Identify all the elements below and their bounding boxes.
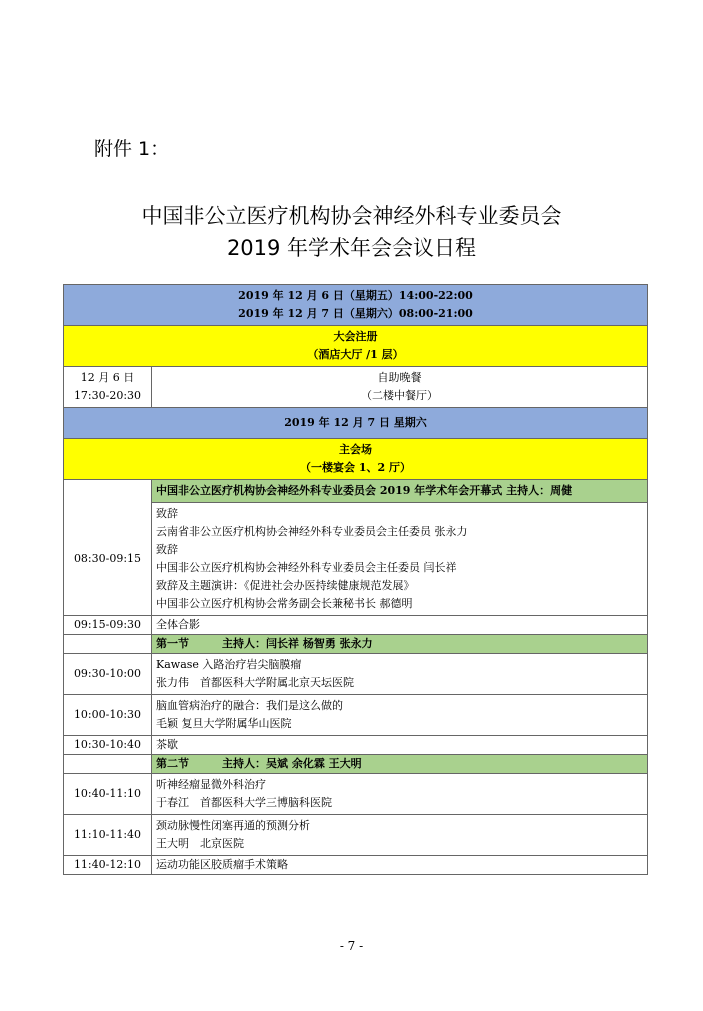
dates-header-cell [64, 285, 648, 326]
schedule-row [64, 695, 648, 736]
registration-row [64, 326, 648, 367]
photo-time: 09:15-09:30 [64, 616, 152, 635]
session2-header-row [64, 755, 648, 774]
schedule-row [64, 654, 648, 695]
talk-time: 11:10-11:40 [64, 815, 152, 856]
opening-line: 云南省非公立医疗机构协会神经外科专业委员会主任委员 张永力 [156, 525, 468, 538]
time-cell [64, 367, 152, 408]
date-line: 2019 年 12 月 6 日（星期五）14:00-22:00 [238, 289, 473, 302]
photo-content: 全体合影 [152, 616, 648, 635]
session1-header-cell: 第一节 主持人：闫长祥 杨智勇 张永力 [152, 635, 648, 654]
talk-speaker: 王大明 北京医院 [156, 837, 244, 850]
registration-cell [64, 326, 648, 367]
registration-location: （酒店大厅 /1 层） [307, 348, 404, 361]
talk-speaker: 于春江 首都医科大学三博脑科医院 [156, 796, 332, 809]
session2-header-cell: 第二节 主持人：吴斌 余化霖 王大明 [152, 755, 648, 774]
talk-content [152, 695, 648, 736]
schedule-row [64, 815, 648, 856]
talk-time: 10:40-11:10 [64, 774, 152, 815]
dinner-time: 17:30-20:30 [73, 389, 142, 402]
content-cell [152, 367, 648, 408]
schedule-row [64, 856, 648, 875]
opening-header-row [64, 480, 648, 503]
talk-title: 脑血管病治疗的融合：我们是这么做的 [156, 699, 343, 712]
talk-content [152, 774, 648, 815]
opening-line: 致辞及主题演讲：《促进社会办医持续健康规范发展》 [156, 579, 415, 592]
dinner-location: （二楼中餐厅） [361, 389, 438, 402]
session1-header-row [64, 635, 648, 654]
schedule-row [64, 736, 648, 755]
document-title: 中国非公立医疗机构协会神经外科专业委员会 [141, 204, 562, 228]
dinner-title: 自助晚餐 [377, 371, 422, 384]
dinner-row [64, 367, 648, 408]
date-line: 2019 年 12 月 7 日（星期六）08:00-21:00 [238, 307, 473, 320]
talk-time: 09:30-10:00 [64, 654, 152, 695]
opening-content [152, 503, 648, 616]
opening-line: 致辞 [156, 543, 178, 556]
time-cell [64, 755, 152, 774]
main-venue-title: 主会场 [339, 443, 372, 456]
main-venue-row [64, 439, 648, 480]
talk-time: 11:40-12:10 [64, 856, 152, 875]
time-cell [64, 635, 152, 654]
page-number: - 7 - [339, 939, 364, 953]
talk-title: 听神经瘤显微外科治疗 [156, 778, 266, 791]
talk-content [152, 815, 648, 856]
talk-time: 10:00-10:30 [64, 695, 152, 736]
break-content: 茶歇 [152, 736, 648, 755]
talk-title: 运动功能区胶质瘤手术策略 [152, 856, 648, 875]
opening-row [64, 503, 648, 616]
schedule-row [64, 774, 648, 815]
dinner-date: 12 月 6 日 [80, 371, 135, 384]
opening-line: 致辞 [156, 507, 178, 520]
opening-time: 08:30-09:15 [64, 503, 152, 616]
talk-title: Kawase 入路治疗岩尖脑膜瘤 [156, 658, 302, 671]
break-time: 10:30-10:40 [64, 736, 152, 755]
talk-title: 颈动脉慢性闭塞再通的预测分析 [156, 819, 310, 832]
schedule-table [63, 284, 648, 875]
main-venue-location: （一楼宴会 1、2 厅） [300, 461, 411, 474]
dates-header-row [64, 285, 648, 326]
document-subtitle: 2019 年学术年会会议日程 [226, 236, 477, 260]
talk-content [152, 654, 648, 695]
opening-line: 中国非公立医疗机构协会神经外科专业委员会主任委员 闫长祥 [156, 561, 457, 574]
main-venue-cell [64, 439, 648, 480]
opening-header-cell: 中国非公立医疗机构协会神经外科专业委员会 2019 年学术年会开幕式 主持人：周健 [152, 480, 648, 503]
registration-title: 大会注册 [333, 330, 378, 343]
talk-speaker: 毛颖 复旦大学附属华山医院 [156, 717, 292, 730]
talk-speaker: 张力伟 首都医科大学附属北京天坛医院 [156, 676, 354, 689]
day2-header-row [64, 408, 648, 439]
time-cell [64, 480, 152, 503]
day2-header-cell: 2019 年 12 月 7 日 星期六 [64, 408, 648, 439]
photo-row [64, 616, 648, 635]
opening-line: 中国非公立医疗机构协会常务副会长兼秘书长 郝德明 [156, 597, 413, 610]
annex-label: 附件 1： [94, 138, 170, 160]
